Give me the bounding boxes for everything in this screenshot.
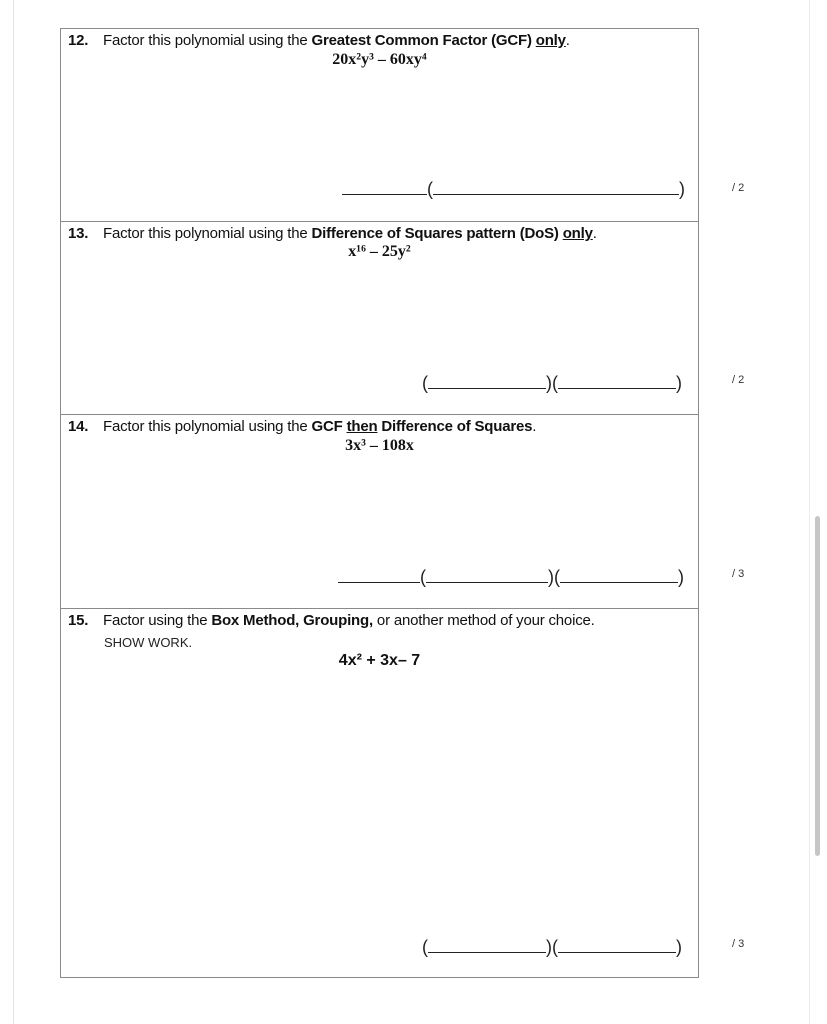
prompt-text: Factor this polynomial using the [103,418,312,435]
answer-blank[interactable] [338,568,420,583]
answer-blank[interactable] [558,938,676,953]
question-number: 15. [68,612,89,629]
answer-paren: ( [420,567,426,587]
question-12-prompt [68,32,570,49]
answer-line[interactable] [338,567,684,588]
page-left-edge [13,0,14,1024]
prompt-bold: Greatest Common Factor (GCF) [311,32,532,49]
answer-blank[interactable] [558,374,676,389]
prompt-bold: Difference of Squares pattern (DoS) [311,225,559,242]
answer-paren: ) [679,179,685,199]
expression: 20x²y³ – 60xy⁴ [332,51,427,68]
prompt-underline: only [535,32,566,49]
answer-line[interactable] [422,373,682,394]
question-15 [61,608,698,977]
prompt-text: Factor this polynomial using the [103,225,312,242]
answer-paren: ) [678,567,684,587]
prompt-underline: then [346,418,378,435]
prompt-text: or another method of your choice. [372,612,595,629]
score-q13: / 2 [732,374,745,386]
question-13 [61,221,698,415]
score-q12: / 2 [732,182,745,194]
answer-blank[interactable] [560,568,678,583]
expression: x¹⁶ – 25y² [348,243,411,260]
page-right-edge [809,0,810,1024]
answer-paren: ) [676,937,682,957]
answer-paren: )( [548,567,560,587]
answer-line[interactable] [422,937,682,958]
question-14 [61,414,698,609]
question-13-prompt [68,225,597,242]
score-q15: / 3 [732,938,745,950]
question-14-prompt [68,418,536,435]
question-number: 13. [68,225,89,242]
question-12 [61,29,698,222]
question-number: 14. [68,418,89,435]
show-work-note: SHOW WORK. [104,635,193,650]
vertical-scrollbar-thumb[interactable] [815,516,820,856]
prompt-bold: GCF [311,418,343,435]
answer-blank[interactable] [428,938,546,953]
score-q14: / 3 [732,568,745,580]
answer-blank[interactable] [342,180,427,195]
prompt-bold: Box Method, Grouping, [211,612,373,629]
prompt-bold: Difference of Squares [381,418,533,435]
answer-paren: )( [546,937,558,957]
answer-line[interactable] [342,179,685,200]
question-number: 12. [68,32,89,49]
answer-blank[interactable] [433,180,679,195]
answer-paren: ( [427,179,433,199]
answer-blank[interactable] [428,374,546,389]
expression: 3x³ – 108x [345,437,414,454]
prompt-text: Factor this polynomial using the [103,32,312,49]
answer-paren: )( [546,373,558,393]
answer-paren: ) [676,373,682,393]
prompt-underline: only [562,225,593,242]
prompt-text: Factor using the [103,612,212,629]
expression: 4x² + 3x– 7 [338,652,421,669]
prompt-end: . [592,225,597,242]
answer-blank[interactable] [426,568,548,583]
prompt-end: . [565,32,570,49]
question-15-prompt [68,612,595,629]
answer-paren: ( [422,373,428,393]
answer-paren: ( [422,937,428,957]
prompt-end: . [532,418,537,435]
worksheet-table [60,28,699,978]
